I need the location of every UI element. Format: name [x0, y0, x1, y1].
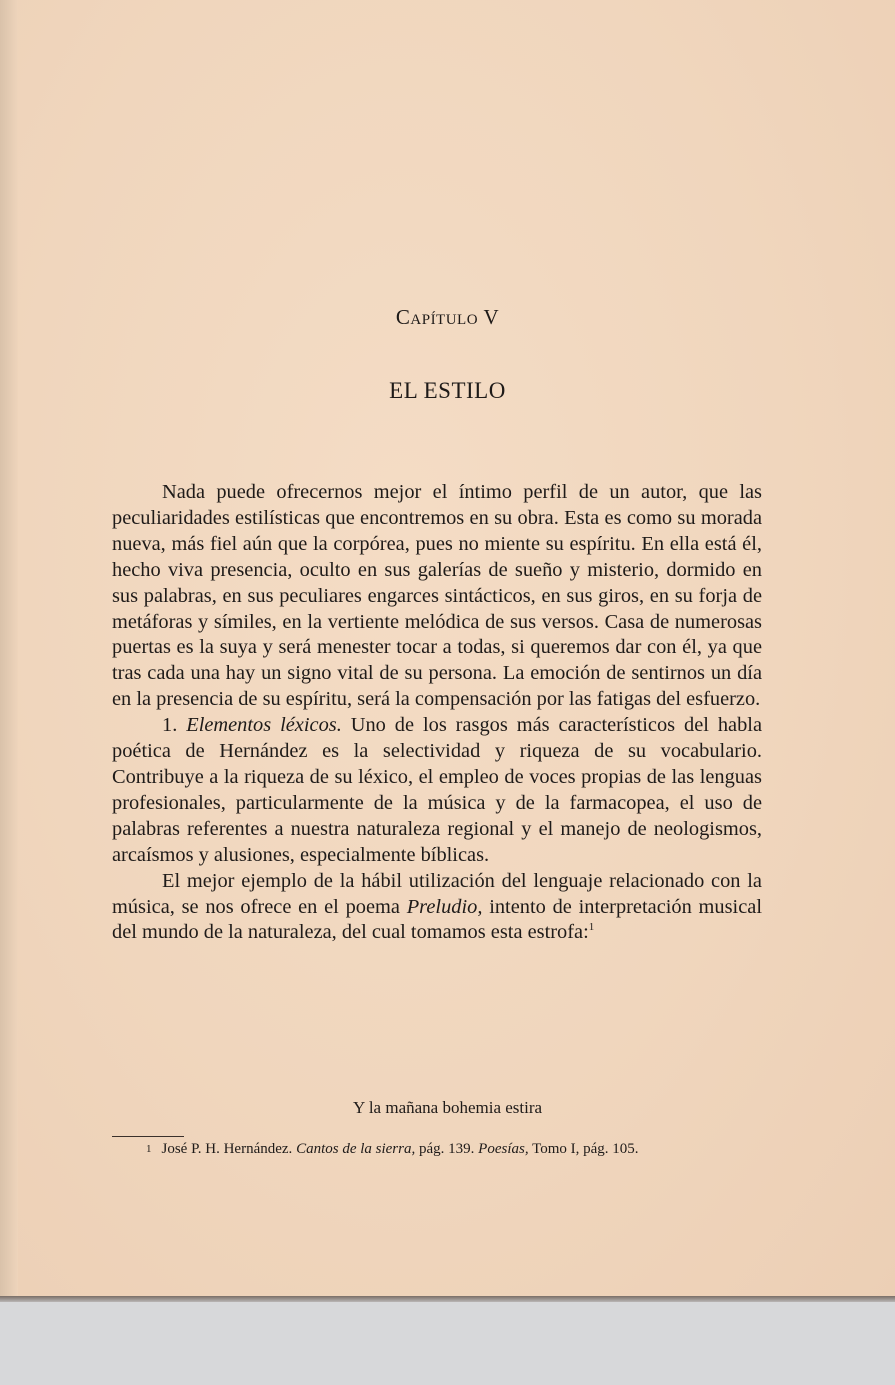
paragraph-music-text-a: El mejor ejemplo de la hábil utilización del lenguaje relacionado con la música, se nos ofrece en el poema — [112, 869, 762, 918]
paragraph-music-text-b: intento de interpretación musical del mundo de la naturaleza, del cual tomamos esta estrofa: — [112, 895, 762, 944]
footnote-page: pág. 139. — [419, 1141, 475, 1157]
footnote-volume: Tomo I, pág. 105. — [532, 1141, 639, 1157]
paragraph-music — [112, 869, 762, 947]
footnote-author: José P. H. Hernández. — [161, 1141, 293, 1157]
section-text: Uno de los rasgos más característicos del habla poética de Hernández es la selectividad y riqueza de su vocabulario. Contribuye a la riqueza de su léxico, el empleo de voces propias de las lenguas profesionales, particularmente de la música y de la farmacopea, el uso de palabras referentes a nuestra naturaleza regional y el manejo de neologismos, arcaísmos y alusiones, especialmente bíblicas. — [112, 714, 763, 866]
chapter-word: apítulo — [410, 305, 479, 329]
paragraph-intro: Nada puede ofrecernos mejor el íntimo perfil de un autor, que las peculiaridades estilísticas que encontremos en su obra. Esta es como su morada nueva, más fiel aún que la corpórea, pues no miente su espíritu. En ella está él, hecho viva presencia, oculto en sus galerías de sueño y misterio, dormido en sus palabras, en sus peculiares engarces sintácticos, en sus giros, en su forja de metáforas y símiles, en la vertiente melódica de sus versos. Casa de numerosas puertas es la suya y será menester tocar a todas, si queremos dar con él, ya que tras cada una hay un signo vital de su persona. La emoción de sentirnos un día en la presencia de su espíritu, será la compensación por las fatigas del esfuerzo. — [112, 481, 762, 711]
paragraph-lexical-elements — [112, 713, 762, 868]
footnote-divider — [112, 1136, 184, 1137]
verse-line: Y la mañana bohemia estira — [352, 1098, 543, 1117]
chapter-numeral: V — [483, 305, 500, 329]
footnote-work: Cantos de la sierra, — [296, 1141, 416, 1157]
footnote-reference: 1 — [588, 921, 595, 934]
chapter-title: EL ESTILO — [389, 378, 506, 403]
poem-title: Preludio, — [406, 895, 483, 918]
body-text — [112, 480, 762, 946]
section-number: 1. — [162, 714, 178, 737]
chapter-heading — [0, 305, 895, 330]
section-heading: Elementos léxicos. — [186, 714, 342, 737]
page-bottom-edge — [0, 1296, 895, 1302]
footnote-collection: Poesías, — [478, 1141, 529, 1157]
chapter-prefix: C — [395, 305, 411, 329]
footnote-number: 1 — [146, 1143, 152, 1155]
footnote — [146, 1141, 786, 1158]
